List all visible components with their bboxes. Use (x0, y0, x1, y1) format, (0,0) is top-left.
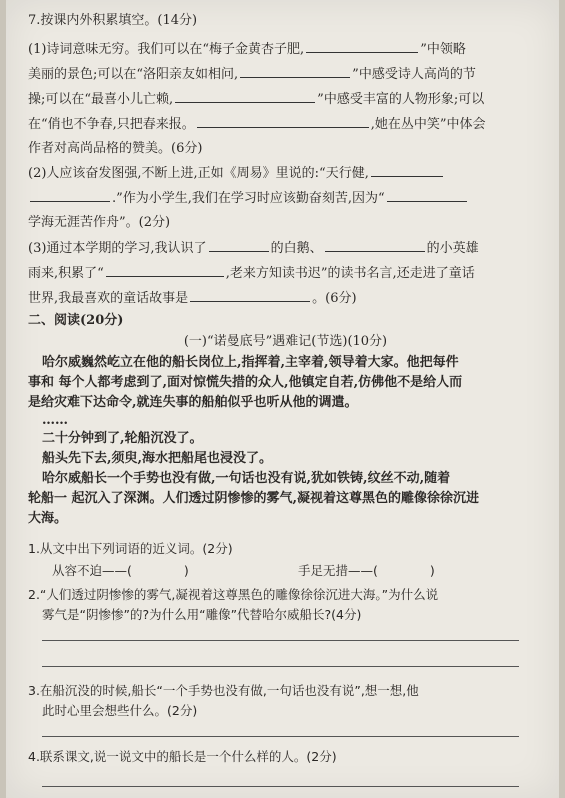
answer-blank[interactable] (371, 164, 443, 177)
q1-item-a-text: 从容不迫——( (52, 563, 132, 578)
q1-item-a-close: ) (183, 563, 189, 578)
q1-item-b-text: 手足无措——( (298, 563, 378, 578)
q1-item-b-close: ) (429, 563, 435, 578)
q7-p2-line2 (28, 189, 543, 207)
q7-p1-line3 (28, 90, 543, 108)
question-4-line: 4.联系课文,说一说文中的船长是一个什么样的人。(2分) (28, 749, 337, 764)
q7-p2-line1 (28, 164, 543, 182)
answer-line[interactable] (42, 736, 519, 737)
q7-heading: 7.按课内外积累填空。(14分) (28, 13, 198, 28)
answer-line[interactable] (42, 640, 519, 641)
answer-blank[interactable] (30, 189, 110, 202)
q7-p1-text: ”中感受诗人高尚的节 (352, 67, 476, 82)
answer-line[interactable] (42, 786, 519, 787)
q7-p1-text: 美丽的景色;可以在“洛阳亲友如相问, (28, 67, 239, 82)
q7-p3-line1 (28, 239, 543, 257)
passage-line: 二十分钟到了,轮船沉没了。 (42, 431, 203, 446)
q7-p1-text: ”中感受丰富的人物形象;可以 (317, 92, 485, 107)
q7-p1-line1 (28, 40, 543, 58)
question-1-item-b (298, 562, 543, 579)
q7-p3-text: 。(6分) (312, 291, 357, 306)
q7-p3-text: 的小英雄 (426, 241, 479, 256)
q7-p3-text: (3)通过本学期的学习,我认识了 (28, 241, 207, 256)
answer-blank[interactable] (175, 90, 315, 103)
question-3-line: 3.在船沉没的时候,船长“一个手势也没有做,一句话也没有说”,想一想,他 (28, 683, 419, 698)
answer-blank[interactable] (209, 239, 269, 252)
passage-title: (一)“诺曼底号”遇难记(节选)(10分) (183, 334, 388, 349)
answer-blank[interactable] (197, 115, 369, 128)
q7-p3-text: 世界,我最喜欢的童话故事是 (28, 291, 189, 306)
q7-p1-line5: 作者对高尚品格的赞美。(6分) (28, 141, 203, 156)
question-2-line: 雾气是“阴惨惨”的?为什么用“雕像”代替哈尔威船长?(4分) (42, 607, 362, 622)
q7-p3-text: 雨来,积累了“ (28, 266, 104, 281)
passage-line: 大海。 (28, 511, 68, 526)
q7-p3-line2 (28, 264, 543, 282)
q7-p1-text: 在“俏也不争春,只把春来报。 (28, 117, 195, 132)
q7-p1-line2 (28, 65, 543, 83)
passage-line: 事和 每个人都考虑到了,面对惊慌失措的众人,他镇定自若,仿佛他不是给人而 (28, 375, 463, 390)
passage-line: 哈尔威巍然屹立在他的船长岗位上,指挥着,主宰着,领导着大家。他把每件 (42, 355, 459, 370)
question-1-heading: 1.从文中出下列词语的近义词。(2分) (28, 541, 233, 556)
q7-p1-text: (1)诗词意味无穷。我们可以在“梅子金黄杏子肥, (28, 42, 305, 57)
section-heading: 二、阅读(20分) (28, 313, 124, 328)
passage-line: 船头先下去,须臾,海水把船尾也浸没了。 (42, 451, 273, 466)
q7-p2-text: (2)人应该奋发图强,不断上进,正如《周易》里说的:“天行健, (28, 166, 369, 181)
q7-p1-text: ,她在丛中笑”中体会 (370, 117, 486, 132)
passage-ellipsis: …… (42, 413, 68, 428)
q7-p1-text: ”中领略 (420, 42, 466, 57)
passage-line: 轮船一 起沉入了深渊。人们透过阴惨惨的雾气,凝视着这尊黑色的雕像徐徐沉进 (28, 491, 480, 506)
answer-blank[interactable] (387, 189, 467, 202)
q7-p1-line4 (28, 115, 543, 133)
passage-line: 哈尔威船长一个手势也没有做,一句话也没有说,犹如铁铸,纹丝不动,随着 (42, 471, 451, 486)
answer-blank[interactable] (240, 65, 350, 78)
question-3-line: 此时心里会想些什么。(2分) (42, 703, 198, 718)
q7-p3-text: 的白鹅、 (270, 241, 323, 256)
question-2-line: 2.“人们透过阴惨惨的雾气,凝视着这尊黑色的雕像徐徐沉进大海。”为什么说 (28, 587, 439, 602)
q7-p1-text: 操;可以在“最喜小儿亡赖, (28, 92, 174, 107)
q7-p2-line3: 学海无涯苦作舟”。(2分) (28, 215, 171, 230)
answer-line[interactable] (42, 666, 519, 667)
q7-p3-line3 (28, 289, 543, 307)
exam-sheet (6, 0, 559, 798)
answer-blank[interactable] (325, 239, 425, 252)
answer-blank[interactable] (306, 40, 418, 53)
q7-p3-text: ,老来方知读书迟”的读书名言,还走进了童话 (225, 266, 475, 281)
answer-blank[interactable] (190, 289, 310, 302)
q7-p2-text: .”作为小学生,我们在学习时应该勤奋刻苦,因为“ (112, 191, 385, 206)
answer-blank[interactable] (106, 264, 224, 277)
passage-line: 是给灾难下达命令,就连失事的船舶似乎也听从他的调遣。 (28, 395, 358, 410)
